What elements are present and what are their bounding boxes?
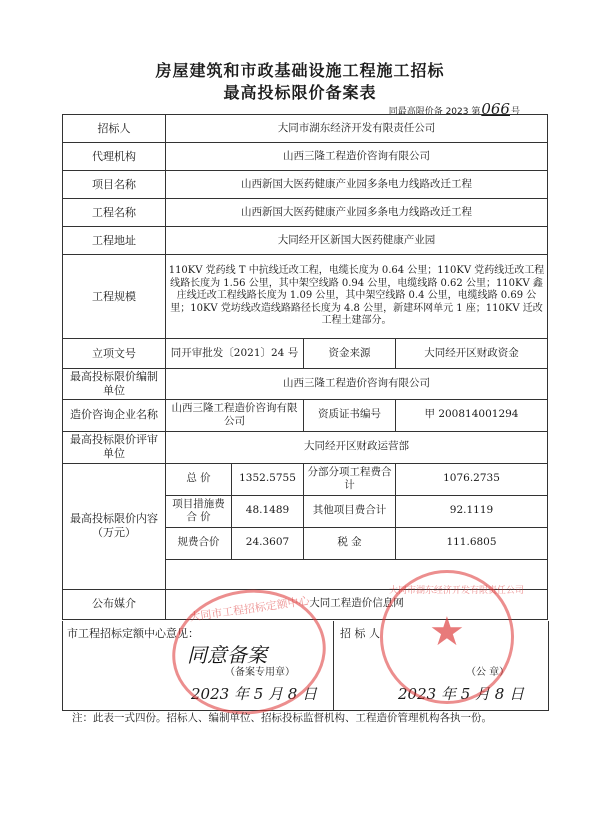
- signature-divider: [333, 621, 334, 710]
- project-name-value: 山西新国大医药健康产业园多条电力线路改迁工程: [166, 171, 548, 199]
- tenderer-value: 大同市湖东经济开发有限责任公司: [166, 115, 548, 143]
- row-project-name: [63, 171, 548, 199]
- row-address: [63, 227, 548, 255]
- tax-label: 税 金: [304, 527, 396, 559]
- fund-value: 大同经开区财政资金: [396, 339, 548, 369]
- approval-label: 立项文号: [63, 339, 166, 369]
- approval-value: 同开审批发〔2021〕24 号: [166, 339, 304, 369]
- fee-value: 24.3607: [232, 527, 304, 559]
- document-title: 房屋建筑和市政基础设施工程施工招标: [155, 61, 445, 80]
- consultant-label: 造价咨询企业名称: [63, 399, 166, 431]
- cert-value: 甲 200814001294: [396, 399, 548, 431]
- fee-label: 规费合价: [166, 527, 232, 559]
- row-tenderer: [63, 115, 548, 143]
- footnote: 注：此表一式四份。招标人、编制单位、招标投标监督机构、工程造价管理机构各执一份。: [72, 712, 492, 724]
- agency-value: 山西三隆工程造价咨询有限公司: [166, 143, 548, 171]
- tenderer-title: 招 标 人: [340, 627, 380, 640]
- official-seal-note: （公 章）: [466, 667, 510, 678]
- row-reviewer: [63, 431, 548, 463]
- consultant-value: 山西三隆工程造价咨询有限公司: [166, 399, 304, 431]
- agency-label: 代理机构: [63, 143, 166, 171]
- tenderer-label: 招标人: [63, 115, 166, 143]
- record-number-value: 066: [481, 100, 510, 118]
- left-date: 2023 年 5 月 8 日: [191, 685, 318, 703]
- address-label: 工程地址: [63, 227, 166, 255]
- row-approval: [63, 339, 548, 369]
- media-value: 大同工程造价信息网: [166, 589, 548, 619]
- sub-label: 分部分项工程费合计: [304, 463, 396, 495]
- total-value: 1352.5755: [232, 463, 304, 495]
- center-opinion-title: 市工程招标定额中心意见：: [67, 627, 199, 640]
- address-value: 大同经开区新国大医药健康产业园: [166, 227, 548, 255]
- tax-value: 111.6805: [396, 527, 548, 559]
- engineering-name-value: 山西新国大医药健康产业园多条电力线路改迁工程: [166, 199, 548, 227]
- total-label: 总 价: [166, 463, 232, 495]
- row-content-1: [63, 463, 548, 495]
- measure-label: 项目措施费合 价: [166, 495, 232, 527]
- approval-handwriting: 同意备案: [187, 643, 267, 667]
- engineering-name-label: 工程名称: [63, 199, 166, 227]
- other-value: 92.1119: [396, 495, 548, 527]
- cert-label: 资质证书编号: [304, 399, 396, 431]
- row-consultant: [63, 399, 548, 431]
- company-seal-stamp: [380, 570, 525, 704]
- record-prefix: 同最高限价备 2023 第: [388, 107, 481, 117]
- star-icon: ★: [429, 609, 465, 655]
- reviewer-label: 最高投标限价评审单位: [63, 431, 166, 463]
- filing-table: [62, 114, 548, 620]
- row-compiler: [63, 369, 548, 400]
- other-label: 其他项目费合计: [304, 495, 396, 527]
- measure-value: 48.1489: [232, 495, 304, 527]
- compiler-label: 最高投标限价编制单位: [63, 369, 166, 400]
- left-stamp-text: 大同市工程招标定额中心: [188, 594, 311, 624]
- right-date: 2023 年 5 月 8 日: [398, 685, 525, 703]
- scale-label: 工程规模: [63, 255, 166, 339]
- record-suffix: 号: [510, 107, 520, 117]
- content-label: 最高投标限价内容（万元）: [63, 463, 166, 589]
- reviewer-value: 大同经开区财政运营部: [166, 431, 548, 463]
- row-engineering-name: [63, 199, 548, 227]
- row-agency: [63, 143, 548, 171]
- fund-label: 资金来源: [304, 339, 396, 369]
- sub-value: 1076.2735: [396, 463, 548, 495]
- filing-seal-note: （备案专用章）: [225, 667, 295, 678]
- media-label: 公布媒介: [63, 589, 166, 619]
- document-subtitle: 最高投标限价备案表: [223, 83, 377, 102]
- project-name-label: 项目名称: [63, 171, 166, 199]
- right-stamp-text: 大同市湖东经济开发有限责任公司: [389, 586, 525, 596]
- compiler-value: 山西三隆工程造价咨询有限公司: [166, 369, 548, 400]
- row-scale: [63, 255, 548, 339]
- scale-value: 110KV 党药线 T 中抗线迁改工程，电缆长度为 0.64 公里；110KV 党药线迁改工程线路长度为 1.56 公里，其中架空线路 0.94 公里，电缆线路 0.62 公里；110KV 鑫庄线迁改工程线路长度为 1.09 公里，其中架空线路 0.4 公里，电缆线路 0.69 公里；10KV 党坊线改造线路路径长度为 4.8 公里，新建环网单元 1 座；110KV 迁改工程土建部分。: [166, 255, 548, 339]
